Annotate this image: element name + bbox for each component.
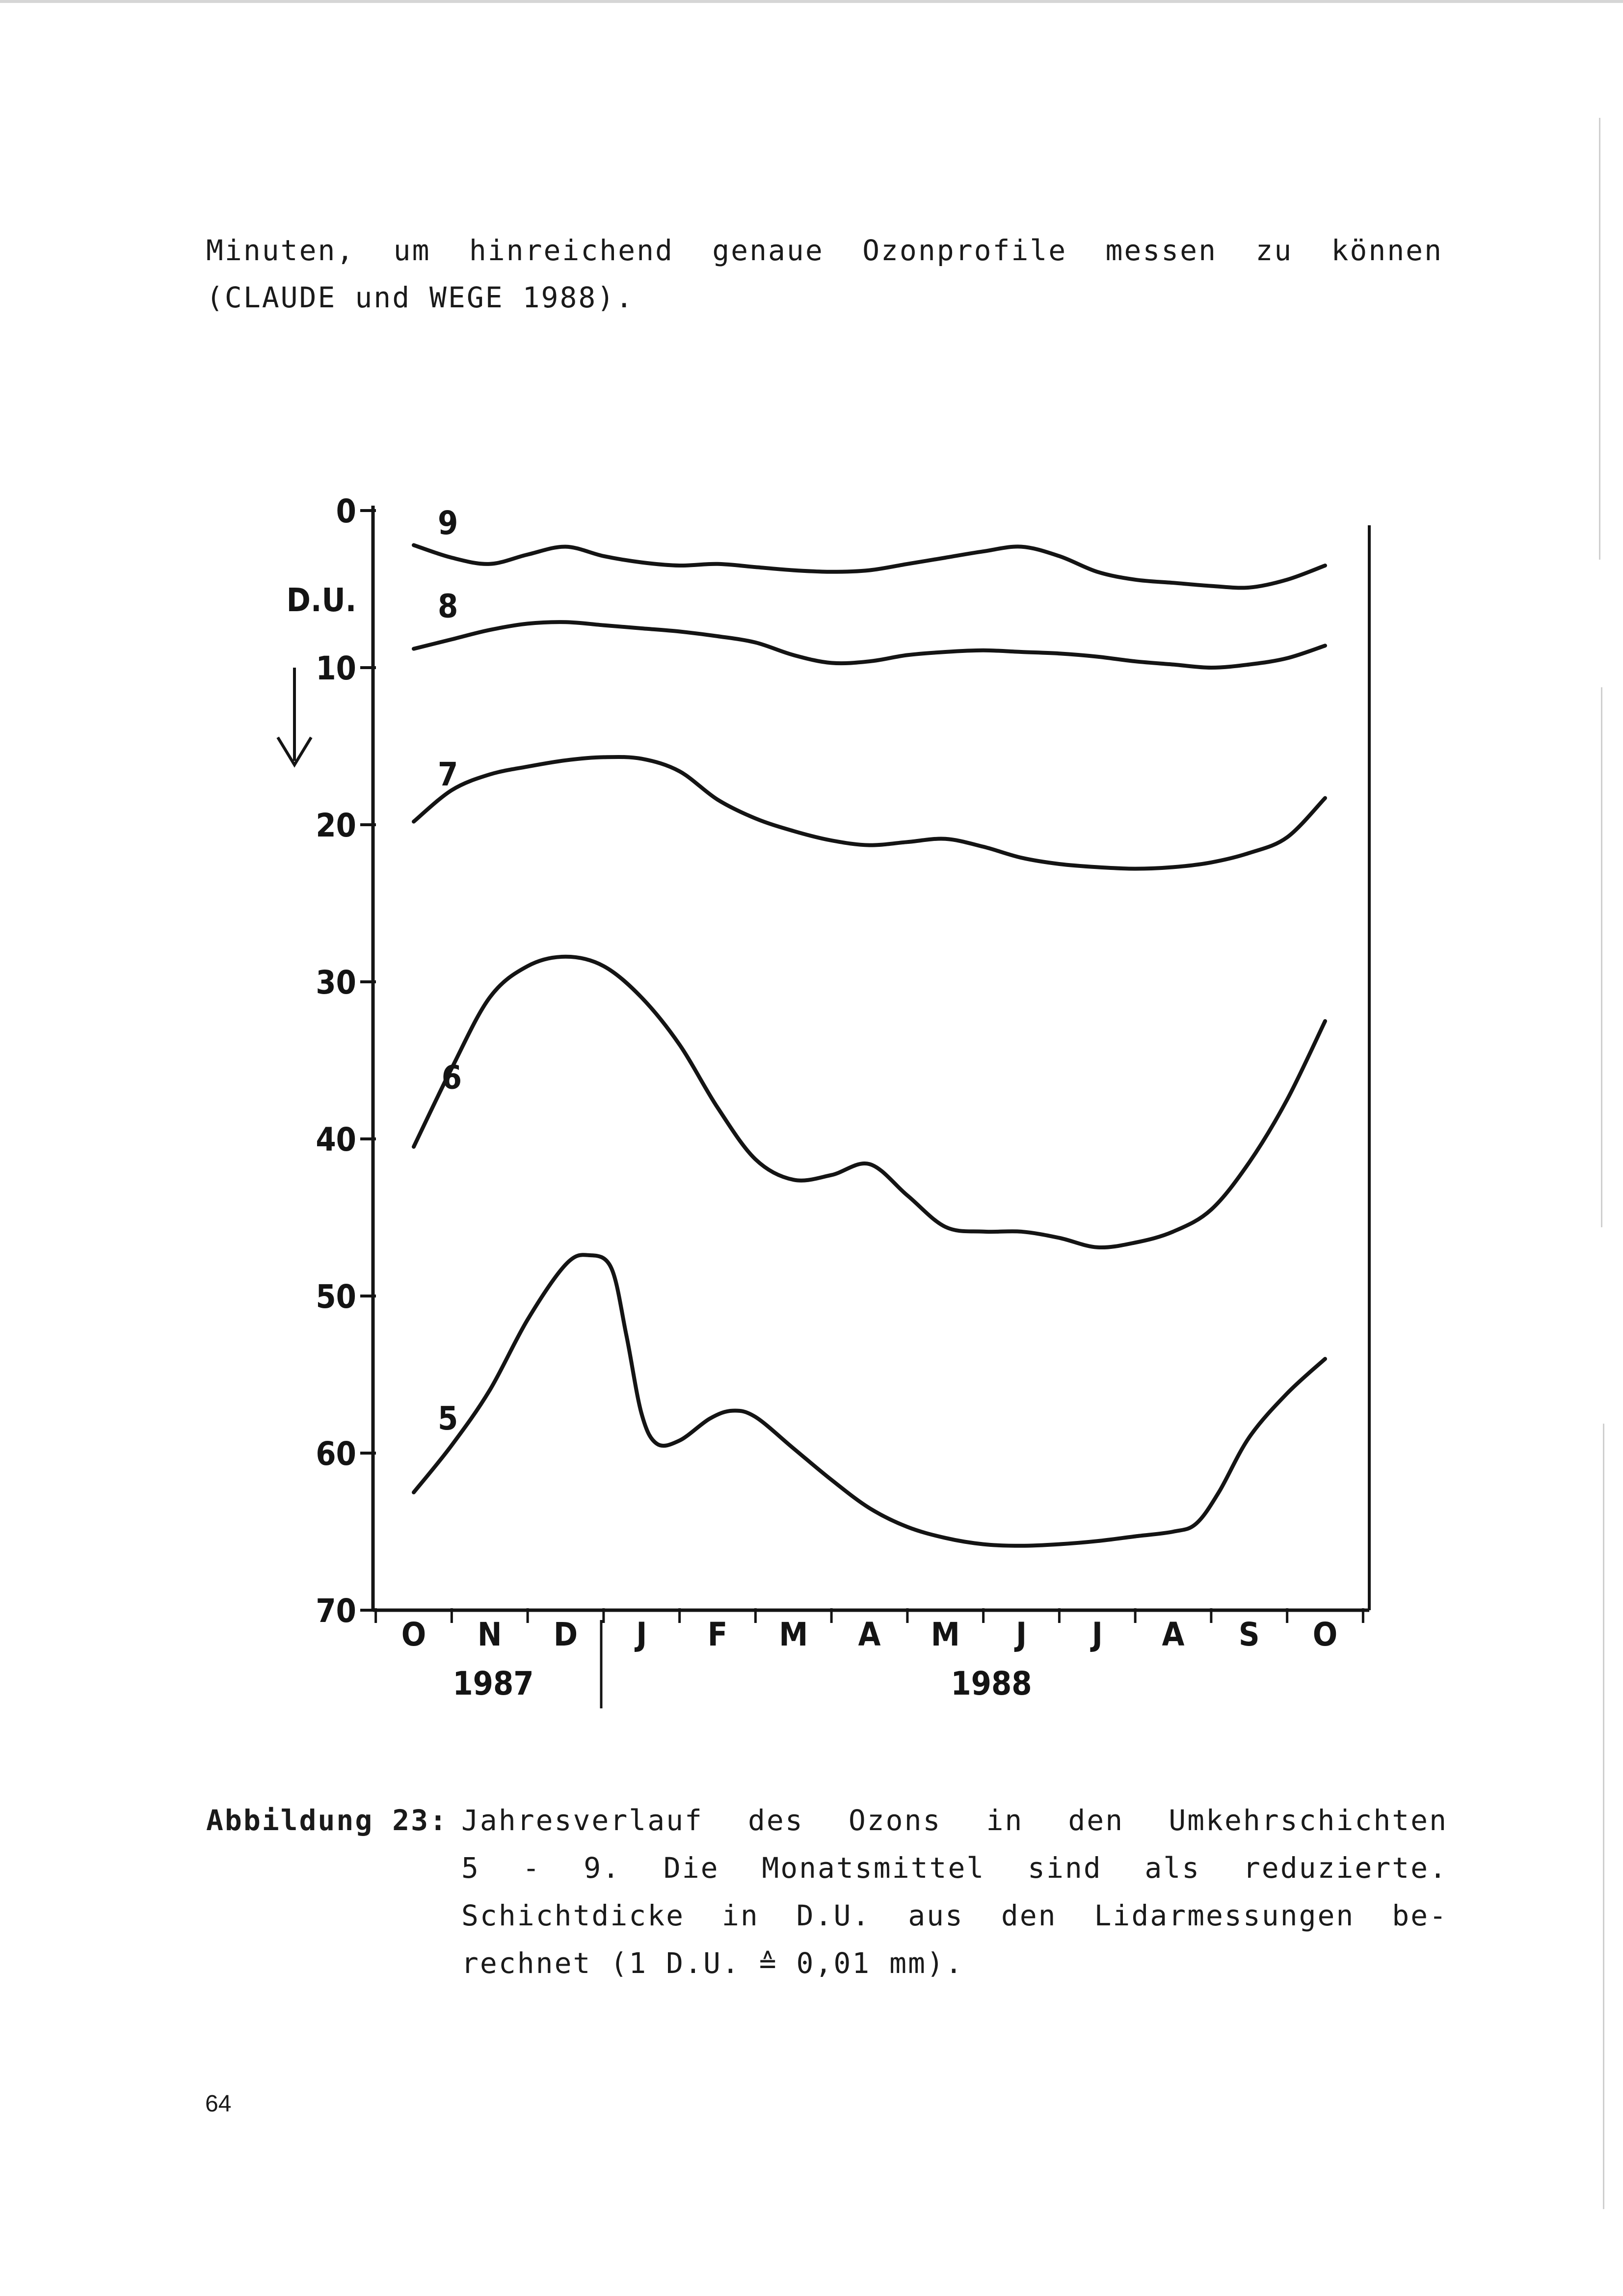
chart-series [414, 545, 1325, 1545]
chart-labels [287, 492, 1338, 1702]
y-axis-label: D.U. [286, 581, 357, 619]
intro-line-2: (CLAUDE und WEGE 1988). [206, 281, 635, 314]
series-label-9: 9 [437, 504, 458, 542]
intro-line-1: Minuten, um hinreichend genaue Ozonprofile messen zu können [206, 234, 1443, 267]
y-tick-label: 60 [316, 1435, 356, 1473]
chart-ticks [360, 511, 1363, 1623]
x-month-label: J [1015, 1616, 1027, 1653]
scan-edge-mark [1601, 687, 1602, 1227]
ozone-annual-cycle-chart [0, 471, 1623, 1728]
scan-edge-mark [1599, 118, 1600, 560]
caption-line-3: Schichtdicke in D.U. aus den Lidarmessungen be- [461, 1899, 1448, 1932]
x-month-label: D [553, 1616, 578, 1653]
y-tick-label: 10 [316, 649, 356, 687]
caption-line-4: rechnet (1 D.U. ≙ 0,01 mm). [461, 1946, 964, 1980]
x-month-label: J [1091, 1616, 1103, 1653]
series-line-7 [414, 757, 1325, 869]
caption-line-1: Jahresverlauf des Ozons in den Umkehrschichten [461, 1804, 1448, 1837]
y-tick-label: 70 [316, 1592, 356, 1630]
series-label-7: 7 [437, 756, 458, 793]
series-line-9 [414, 545, 1325, 588]
year-label: 1987 [452, 1665, 534, 1702]
chart-axes [278, 506, 1369, 1708]
caption-text [461, 1797, 1448, 1987]
caption-line-2: 5 - 9. Die Monatsmittel sind als reduzierte. [461, 1851, 1448, 1885]
x-month-label: A [858, 1616, 881, 1653]
x-month-label: O [401, 1616, 426, 1653]
year-label: 1988 [951, 1665, 1032, 1702]
y-tick-label: 30 [316, 964, 356, 1001]
series-label-6: 6 [441, 1058, 462, 1097]
y-tick-label: 50 [316, 1278, 356, 1316]
x-month-label: A [1162, 1616, 1185, 1653]
y-tick-label: 40 [316, 1121, 356, 1159]
x-month-label: N [477, 1616, 502, 1653]
series-label-5: 5 [437, 1400, 458, 1437]
x-month-label: F [707, 1616, 728, 1653]
scan-edge-mark [1603, 1424, 1604, 2209]
series-label-8: 8 [437, 587, 458, 625]
y-tick-label: 0 [336, 492, 356, 530]
x-month-label: J [636, 1616, 647, 1653]
series-line-6 [414, 957, 1325, 1247]
series-line-5 [414, 1255, 1325, 1546]
intro-paragraph [206, 227, 1443, 321]
top-scan-rule [0, 0, 1623, 3]
x-month-label: M [779, 1616, 808, 1653]
caption-label: Abbildung 23: [206, 1804, 448, 1837]
series-line-8 [414, 622, 1325, 668]
x-month-label: M [931, 1616, 960, 1653]
y-tick-label: 20 [316, 807, 356, 844]
x-month-label: O [1312, 1616, 1338, 1653]
x-month-label: S [1238, 1616, 1260, 1653]
page-number: 64 [205, 2091, 232, 2117]
